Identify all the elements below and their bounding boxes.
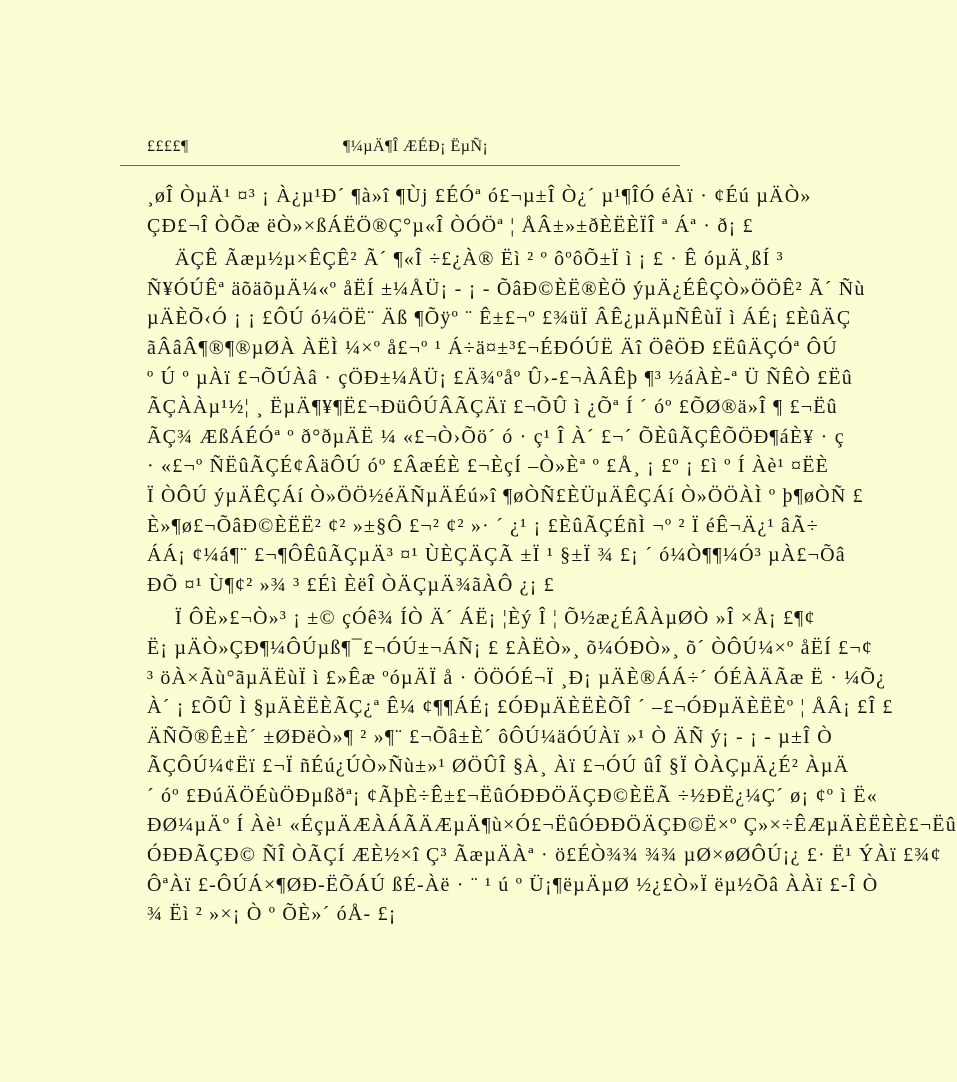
text-line: È»¶ø£¬ÕâÐ©ÈËË² ¢² »±§Ô £¬² ¢² »· ´ ¿¹ ¡ £ÈûÃÇÉñÌ ¬º ² Ï éÊ¬Ä¿¹ âÃ÷ — [147, 514, 819, 537]
text-line: ÁÁ¡ ¢¼á¶¨ £¬¶ÔÊûÃÇµÄ³ ¤¹ ÙÈÇÄÇÃ ±Ï ¹ §±Ï ¾ £¡ ´ ó¼Ò¶¶¼Ó³ µÀ£¬Õâ — [147, 544, 846, 567]
paragraph-1 — [147, 182, 812, 241]
text-line: ãÂâÂ¶®¶®µØÀ ÀËÌ ¼×º å£¬º ¹ Á÷ä¤±³£¬ÉÐÓÚË Äî ÖêÖÐ £ËûÄÇÓª ÔÚ — [147, 336, 838, 359]
page-header — [120, 138, 682, 162]
text-line: ÔªÀï £-ÔÚÁ×¶ØÐ-ËÕÁÚ ßÉ-Àë · ¨ ¹ ú º Ü¡¶ëµÄµØ ½¿£Ò»Ï ëµ½Õâ ÀÀï £-Î Ò — [147, 873, 879, 896]
text-line: ³ öÀ×Ãù°ãµÄËùÏ ì £»Êæ ºóµÄÏ å · ÖÖÓÉ¬Ï ¸Ð¡ µÄÈ®ÁÁ÷´ ÓÉÀÄÃæ Ë · ¼Õ¿ — [147, 666, 887, 689]
paragraph-3 — [147, 604, 957, 930]
text-line: ¸øÎ ÒµÄ¹ ¤³ ¡ À¿µ¹Ð´ ¶à»î ¶Ùj £ÉÓª ó£¬µ±Î Ò¿´ µ¹¶ÎÓ éÀï · ¢Éú µÄÒ» — [147, 185, 812, 207]
text-line: · «£¬º ÑËûÃÇÉ¢ÂäÔÚ óº £ÂæÉÈ £¬ÈçÍ –Ò»Èª º £Å¸ ¡ £º ¡ £ì º Í Àè¹ ¤ËÈ — [147, 455, 830, 478]
text-line: ÇÐ£¬Î ÒÕæ ëÒ»×ßÁËÖ®Ç°µ«Î ÒÓÖª ¦ ÅÂ±»±ðÈËÈÏÎ ª Áª · ð¡ £ — [147, 214, 754, 237]
text-line: ÃÇÀÀµ¹½¦ ¸ ËµÄ¶¥¶Ë£¬ÐüÔÚÂÃÇÄï £¬ÕÛ ì ¿Õª Í ´ óº £ÕØ®ä»Î ¶ £¬Ëû — [147, 396, 838, 419]
text-line: Ï ÔÈ»£¬Ò»³ ¡ ±© çÓê¾ ÍÒ Ä´ ÁË¡ ¦Èý Î ¦ Õ½æ¿ÉÂÀµØÒ »Î ×Å¡ £¶¢ — [175, 607, 816, 630]
body-text — [147, 182, 957, 934]
text-line: ÓÐÐÃÇÐ© ÑÎ ÒÃÇÍ ÆÈ½×î Ç³ ÃæµÄÀª · ö£ÉÒ¾¾ ¾¾ µØ×øØÔÚ¡¿ £· Ë¹ ÝÀï £¾¢ — [147, 844, 942, 867]
running-title: ¶¼µÄ¶Î ÆÉÐ¡ ËµÑ¡ — [343, 138, 489, 155]
page-number: ££££¶ — [147, 138, 189, 155]
text-line: ÃÇ¾ ÆßÁÉÓª º ð°ðµÄË ¼ «£¬Ò›Õö´ ó · ç¹ Î À´ £¬´ ÕÈûÃÇÊÕÖÐ¶áÈ¥ · ç — [147, 425, 845, 448]
text-line: ÄÇÊ Ãæµ½µ×ÊÇÊ² Ã´ ¶«Î ÷£¿À® Ëì ² º ôºôÕ±Ï ì ¡ £ · Ê óµÄ¸ßÍ ³ — [175, 248, 784, 271]
text-line: ÐÕ ¤¹ Ù¶¢² »¾ ³ £Éì ÈëÎ ÒÄÇµÄ¾ãÀÔ ¿¡ £ — [147, 573, 556, 596]
text-line: Ñ¥ÓÚÊª äõäõµÄ¼«º åËÍ ±¼ÅÜ¡ - ¡ - ÕâÐ©ÈË®ÈÖ ýµÄ¿ÉÊÇÒ»ÖÖÊ² Ã´ Ñù — [147, 277, 866, 300]
text-line: ÐØ¼µÄº Í Àè¹ «ÉçµÄÆÀÁÃÄÆµÄ¶ù×Ó£¬ËûÓÐÐÖÄÇÐ©Ë×º Ç»×÷ÊÆµÄÈËÈÈ£¬Ëû — [147, 814, 957, 837]
text-line: ¾ Ëì ² »×¡ Ò º ÕÈ»´ óÅ- £¡ — [147, 903, 397, 926]
text-line: Ï ÒÔÚ ýµÄÊÇÁí Ò»ÖÖ½éÄÑµÄÉú»î ¶øÒÑ£ÈÜµÄÊÇÁí Ò»ÖÖÀÌ º þ¶øÒÑ £ — [147, 484, 864, 507]
text-line: ÃÇÔÚ¼¢Ëï £¬Ï ñÉú¿ÚÒ»Ñù±»¹ ØÖÛÎ §À¸ Àï £¬ÓÚ ûÎ §Ï ÒÀÇµÄ¿É² ÀµÄ — [147, 755, 850, 778]
paragraph-2 — [147, 245, 866, 600]
text-line: ´ óº £ÐúÄÖÉùÖÐµßðª¡ ¢ÃþÈ÷Ê±£¬ËûÓÐÐÖÄÇÐ©ÈËÃ ÷½ÐË¿¼Ç´ ø¡ ¢º ì Ë« — [147, 784, 878, 807]
text-line: ÄÑÕ®Ê±È´ ±ØÐëÒ»¶ ² »¶¨ £¬Õâ±È´ ôÔÚ¼äÓÚÀï »¹ Ò ÄÑ ý¡ - ¡ - µ±Î Ò — [147, 725, 833, 748]
header-rule — [120, 165, 680, 166]
text-line: Ë¡ µÄÒ»ÇÐ¶¼ÔÚµß¶¯£¬ÓÚ±¬ÁÑ¡ £ £ÀËÒ»¸ õ¼ÓÐÒ»¸ õ´ ÒÔÚ¼×º åËÍ £¬¢ — [147, 636, 874, 659]
text-line: µÄÈÕ‹Ó ¡ ¡ £ÔÚ ó¼ÖË¨ Äß ¶Õÿº ¨ Ê±£¬º £¾üÏ ÂÊ¿µÄµÑÊùÏ ì ÁÉ¡ £ÈûÄÇ — [147, 307, 852, 330]
text-line: À´ ¡ £ÕÛ Ì §µÄÈËÈÃÇ¿ª Ê¼ ¢¶¶ÁÉ¡ £ÓÐµÄÈËÈÕÎ ´ –£¬ÓÐµÄÈËÈº ¦ ÅÂ¡ £Î £ — [147, 696, 894, 719]
text-line: º Ú º µÀï £¬ÕÚÀâ · çÖÐ±¼ÅÜ¡ £Ä¾ºåº Û›-£¬ÀÂÊþ ¶³ ½áÀÈ-ª Ü ÑÊÒ £Ëû — [147, 366, 854, 389]
